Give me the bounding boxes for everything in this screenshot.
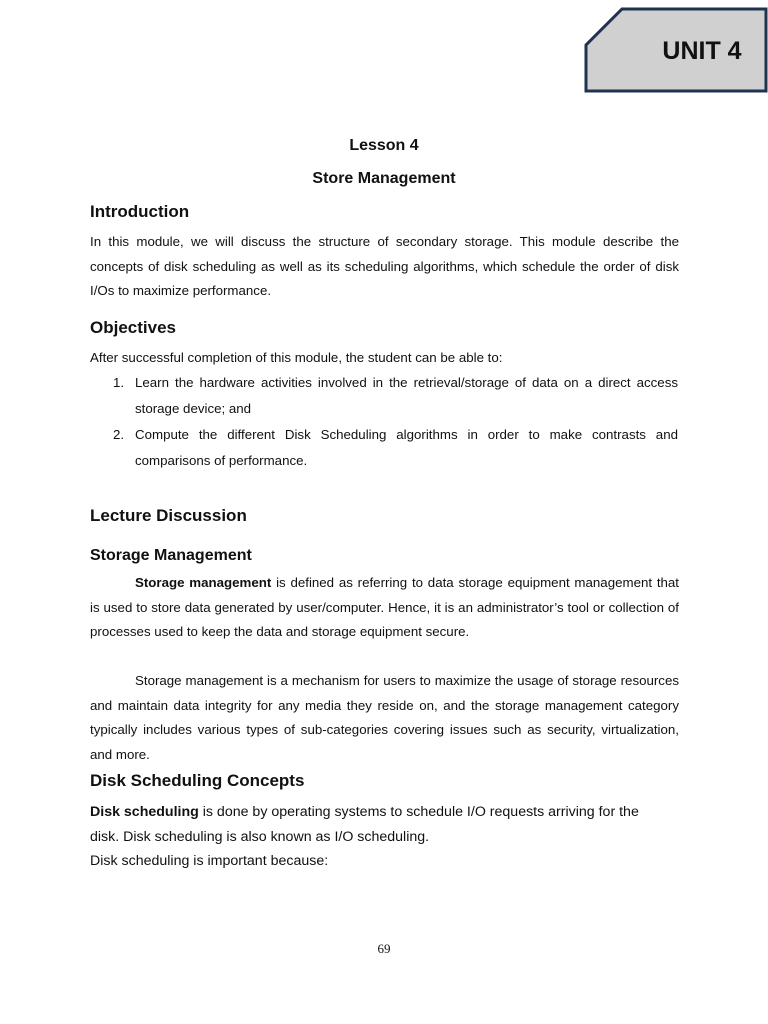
- storage-management-paragraph-1: [90, 571, 679, 645]
- objectives-lead: After successful completion of this module, the student can be able to:: [90, 350, 503, 365]
- disk-scheduling-paragraph: [90, 800, 690, 874]
- unit-tab: [584, 7, 768, 93]
- disk-scheduling-definition: is done by operating systems to schedule I/O requests arriving for the: [198, 804, 639, 820]
- lesson-number: Lesson 4: [349, 137, 419, 154]
- objective-item: Learn the hardware activities involved in the retrieval/storage of data on a direct access storage device; and: [135, 375, 678, 416]
- disk-scheduling-line: [90, 800, 690, 825]
- storage-management-definition: is defined as referring to data storage equipment management that is used to store data generated by user/computer. Hence, it is an administrator’s tool or collection of processes used to keep the data and storage equipment secure.: [90, 575, 679, 639]
- storage-management-heading: Storage Management: [90, 547, 252, 564]
- disk-scheduling-term: Disk scheduling: [90, 804, 199, 820]
- introduction-text: In this module, we will discuss the structure of secondary storage. This module describe the concepts of disk scheduling as well as its scheduling algorithms, which schedule the order of disk I/Os to maximize performance.: [90, 234, 679, 298]
- disk-scheduling-line: disk. Disk scheduling is also known as I/O scheduling.: [90, 828, 430, 845]
- disk-scheduling-importance: Disk scheduling is important because:: [90, 853, 329, 869]
- objective-number: 1.: [113, 375, 125, 390]
- objectives-heading: Objectives: [90, 318, 176, 337]
- objective-number: 2.: [113, 427, 125, 442]
- lecture-heading: Lecture Discussion: [90, 506, 247, 525]
- page-number: 69: [377, 941, 391, 956]
- lesson-title: Store Management: [312, 170, 456, 187]
- objective-item: Compute the different Disk Scheduling algorithms in order to make contrasts and comparisons of performance.: [135, 427, 678, 468]
- introduction-heading: Introduction: [90, 202, 190, 221]
- unit-label: UNIT 4: [662, 37, 742, 65]
- storage-management-paragraph-2: Storage management is a mechanism for users to maximize the usage of storage resources and maintain data integrity for any media they reside on, and the storage management category typically includes various types of sub-categories covering issues such as security, virtualization, and more.: [90, 673, 679, 762]
- disk-scheduling-heading: Disk Scheduling Concepts: [90, 771, 305, 790]
- storage-management-term: Storage management: [135, 575, 272, 590]
